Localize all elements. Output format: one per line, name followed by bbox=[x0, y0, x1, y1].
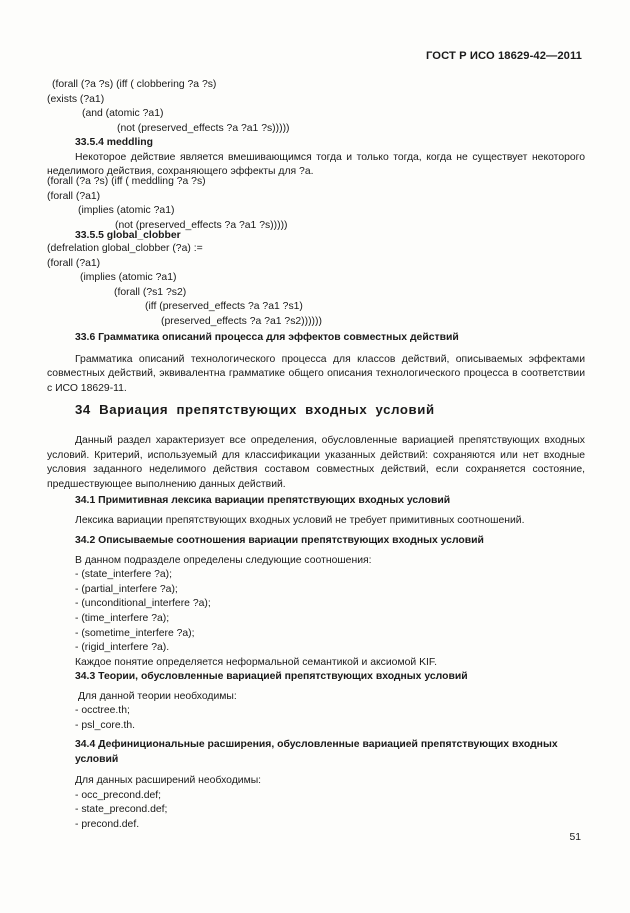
section-34-3 bbox=[47, 670, 585, 733]
list-item: - (time_interfere ?a); bbox=[75, 612, 170, 624]
section-heading: 33.6 Грамматика описаний процесса для эффектов совместных действий bbox=[75, 332, 459, 343]
section-heading: 34.3 Теории, обусловленные вариацией препятствующих входных условий bbox=[75, 671, 468, 682]
code-line: (implies (atomic ?a1) bbox=[78, 205, 175, 217]
code-line: (forall (?a1) bbox=[47, 257, 101, 269]
section-title: 34 Вариация препятствующих входных условий bbox=[75, 402, 435, 417]
code-line: (not (preserved_effects ?a ?a1 ?s))))) bbox=[117, 122, 290, 134]
list-item: - occ_precond.def; bbox=[75, 789, 162, 801]
code-line: (defrelation global_clobber (?a) := bbox=[47, 243, 203, 254]
section-34-1 bbox=[47, 494, 585, 528]
list-item: - occtree.th; bbox=[75, 705, 130, 717]
list-item: - state_precond.def; bbox=[75, 804, 168, 816]
list-item: - (sometime_interfere ?a); bbox=[75, 627, 195, 639]
list-item: - (partial_interfere ?a); bbox=[75, 583, 178, 595]
section-33-6 bbox=[47, 331, 585, 396]
paragraph: Данный раздел характеризует все определения, обусловленные вариацией препятствующих входных условий. Критерий, используемый для классификации указанных действий: сохраняются или нет входные условия заданного неделимого действия составом совместных действий, если сохраняется состояние, предшествующее выполнению данных действий. bbox=[47, 435, 585, 490]
code-line: (forall (?a1) bbox=[47, 190, 101, 202]
section-heading: 34.1 Примитивная лексика вариации препятствующих входных условий bbox=[75, 495, 451, 506]
section-heading: 33.5.5 global_clobber bbox=[75, 230, 181, 241]
section-33-5-4 bbox=[47, 136, 585, 180]
section-34-intro bbox=[47, 434, 585, 492]
list-item: - (state_interfere ?a); bbox=[75, 569, 173, 581]
code-block-clobbering bbox=[47, 78, 585, 136]
code-line: (implies (atomic ?a1) bbox=[80, 272, 177, 284]
section-34-4 bbox=[75, 738, 585, 833]
code-line: (not (preserved_effects ?a ?a1 ?s))))) bbox=[115, 219, 288, 231]
list-item: - (unconditional_interfere ?a); bbox=[75, 598, 211, 610]
section-heading: 34.2 Описываемые соотношения вариации препятствующих входных условий bbox=[75, 535, 484, 546]
code-line: (forall (?a ?s) (iff ( clobbering ?a ?s) bbox=[52, 79, 217, 90]
document-header: ГОСТ Р ИСО 18629-42—2011 bbox=[426, 50, 582, 62]
section-heading: 34.4 Дефинициональные расширения, обусловленные вариацией препятствующих входных условий bbox=[75, 739, 558, 765]
code-line: (exists (?a1) bbox=[47, 93, 105, 105]
section-heading: 33.5.4 meddling bbox=[75, 137, 153, 148]
list-item: - psl_core.th. bbox=[75, 719, 136, 731]
paragraph: Для данной теории необходимы: bbox=[78, 690, 237, 702]
code-line: (forall (?a ?s) (iff ( meddling ?a ?s) bbox=[47, 176, 206, 187]
page-number: 51 bbox=[569, 832, 581, 843]
paragraph: Каждое понятие определяется неформальной семантикой и аксиомой KIF. bbox=[75, 656, 437, 668]
list-item: - (rigid_interfere ?a). bbox=[75, 642, 170, 654]
paragraph: Грамматика описаний технологического процесса для классов действий, описываемых эффектами совместных действий, эквивалентна грамматике общего описания технологического процесса в соответствии с ИСО 18629-11. bbox=[47, 353, 585, 394]
code-line: (and (atomic ?a1) bbox=[82, 108, 164, 120]
paragraph: В данном подразделе определены следующие соотношения: bbox=[75, 554, 372, 566]
section-34 bbox=[47, 403, 585, 418]
paragraph: Некоторое действие является вмешивающимся тогда и только тогда, когда не существует некоторого неделимого действия, сохраняющего эффекты для ?a. bbox=[47, 151, 585, 178]
paragraph: Для данных расширений необходимы: bbox=[75, 775, 262, 787]
code-line: (preserved_effects ?a ?a1 ?s2)))))) bbox=[161, 315, 322, 327]
section-34-2 bbox=[47, 534, 585, 670]
code-line: (forall (?s1 ?s2) bbox=[114, 286, 187, 298]
code-block-meddling bbox=[47, 175, 585, 233]
list-item: - precond.def. bbox=[75, 818, 140, 830]
code-block-global-clobber bbox=[47, 242, 585, 330]
paragraph: Лексика вариации препятствующих входных условий не требует примитивных соотношений. bbox=[75, 514, 525, 526]
code-line: (iff (preserved_effects ?a ?a1 ?s1) bbox=[145, 301, 303, 313]
